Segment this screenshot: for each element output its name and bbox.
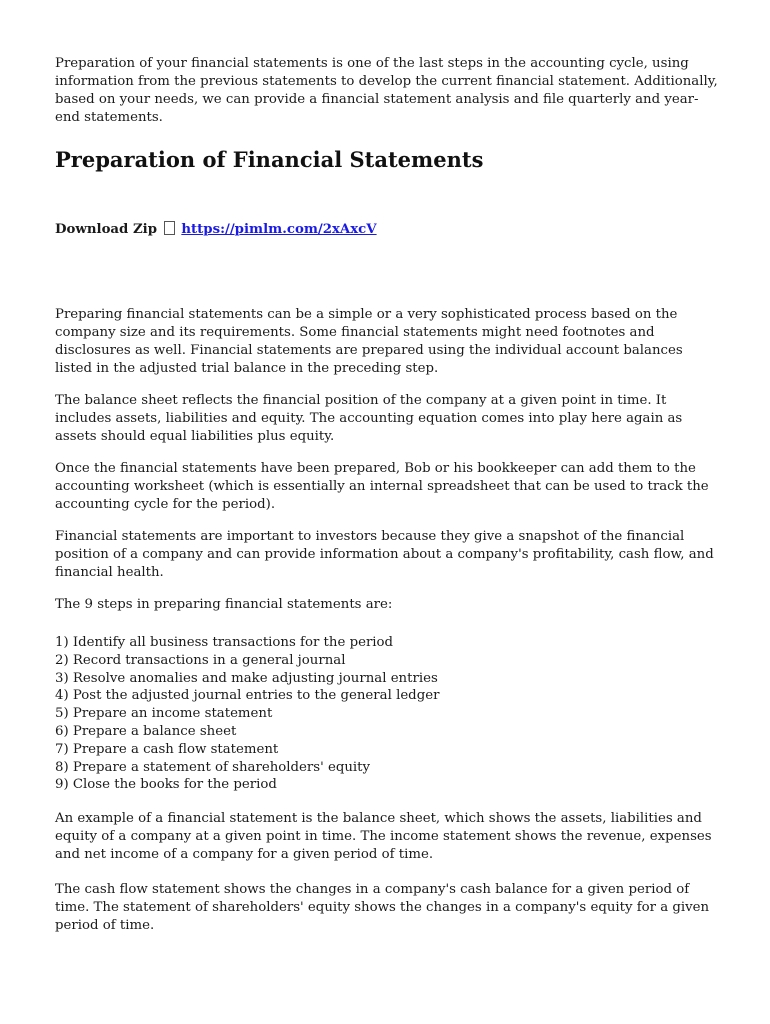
- list-item: 4) Post the adjusted journal entries to the general ledger: [55, 688, 440, 704]
- list-item: 9) Close the books for the period: [55, 777, 277, 793]
- body-paragraph: The balance sheet reflects the financial position of the company at a given point in time. It includes assets, liabilities and equity. The accounting equation comes into play here again as assets should equal liabilities plus equity.: [55, 393, 683, 444]
- download-link[interactable]: https://pimlm.com/2xAxcV: [181, 222, 377, 237]
- list-item: 1) Identify all business transactions for the period: [55, 635, 394, 650]
- steps-list: [55, 634, 720, 794]
- body-paragraph: Financial statements are important to investors because they give a snapshot of the financial position of a company and can provide information about a company's profitability, cash flow, and financial health.: [55, 529, 714, 580]
- document-page: [55, 55, 720, 949]
- list-item: 3) Resolve anomalies and make adjusting journal entries: [55, 670, 438, 686]
- body-content: [55, 306, 720, 935]
- body-paragraph: Preparing financial statements can be a simple or a very sophisticated process based on the company size and its requirements. Some financial statements might need footnotes and disclosures as well. Financial statements are prepared using the individual account balances listed in the adjusted trial balance in the preceding step.: [55, 307, 683, 376]
- list-item: 6) Prepare a balance sheet: [55, 723, 237, 739]
- list-item: 8) Prepare a statement of shareholders' equity: [55, 759, 371, 775]
- intro-paragraph: Preparation of your financial statements is one of the last steps in the accounting cycle, using information from the previous statements to develop the current financial statement. Additionally, based on your needs, we can provide a financial statement analysis and file quarterly and year-end statements.: [55, 56, 718, 125]
- closing-paragraph: An example of a financial statement is the balance sheet, which shows the assets, liabilities and equity of a company at a given point in time. The income statement shows the revenue, expenses and net income of a company for a given period of time.: [55, 811, 712, 863]
- download-label: Download Zip: [55, 222, 158, 237]
- list-item: 2) Record transactions in a general journal: [55, 652, 346, 668]
- steps-intro: The 9 steps in preparing financial statements are:: [55, 597, 393, 612]
- list-item: 5) Prepare an income statement: [55, 706, 273, 722]
- download-line: [55, 221, 720, 239]
- arrow-icon: [164, 221, 175, 235]
- page-title: Preparation of Financial Statements: [55, 147, 484, 172]
- closing-paragraph: The cash flow statement shows the changes in a company's cash balance for a given period of time. The statement of shareholders' equity shows the changes in a company's equity for a given period of time.: [55, 882, 710, 934]
- list-item: 7) Prepare a cash flow statement: [55, 741, 279, 757]
- body-paragraph: Once the financial statements have been prepared, Bob or his bookkeeper can add them to the accounting worksheet (which is essentially an internal spreadsheet that can be used to track the accounting cycle for the period).: [55, 461, 709, 512]
